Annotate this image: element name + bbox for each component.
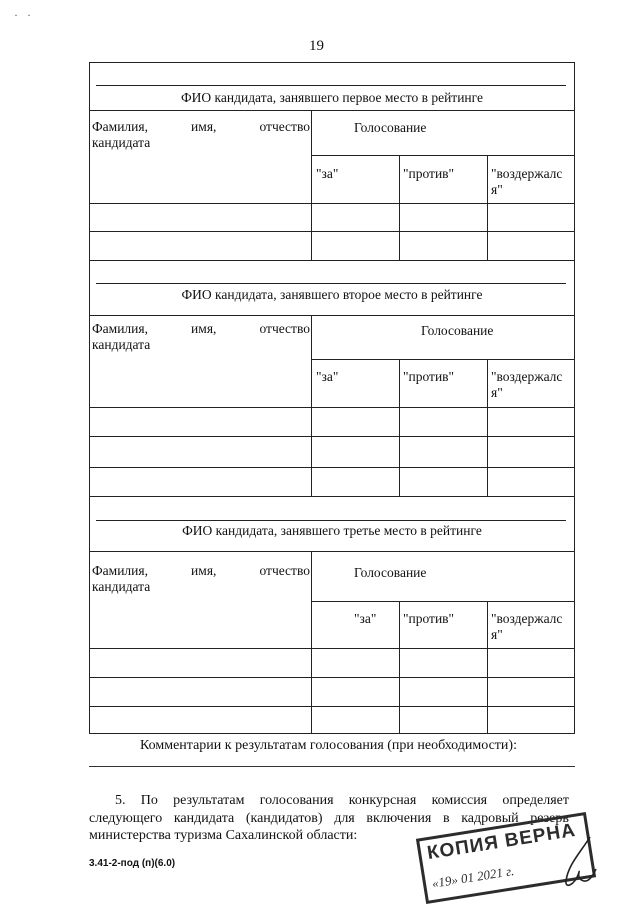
section-1-abstain: "воздержалс я" <box>491 166 563 197</box>
stamp-title: КОПИЯ ВЕРНА <box>425 819 578 865</box>
section-2-for: "за" <box>316 369 339 384</box>
section-3-heading: ФИО кандидата, занявшего третье место в рейтинге <box>182 523 482 538</box>
comment-label: Комментарии к результатам голосования (при необходимости): <box>140 738 517 753</box>
voting-table <box>89 62 575 734</box>
paragraph-5: 5. По результатам голосования конкурсная комиссия определяет следующего кандидата (кандидатов) для включения в кадровый резерв министерства туризма Сахалинской области: <box>89 793 569 843</box>
section-1-heading: ФИО кандидата, занявшего первое место в рейтинге <box>180 90 484 105</box>
section-2-fio-label: Фамилия, имя, отчество кандидата <box>92 321 310 352</box>
section-3-fio-label: Фамилия, имя, отчество кандидата <box>92 563 310 594</box>
section-1-fio-label: Фамилия, имя, отчество кандидата <box>92 119 310 150</box>
section-3-vote-heading: Голосование <box>354 565 427 580</box>
section-2-against: "против" <box>403 369 455 384</box>
section-1-vote-heading: Голосование <box>354 120 427 135</box>
section-1-against: "против" <box>403 166 455 181</box>
section-1-for: "за" <box>316 166 339 181</box>
document-code: 3.41-2-под (п)(6.0) <box>89 858 176 869</box>
section-3-against: "против" <box>403 611 455 626</box>
comment-line <box>89 766 575 767</box>
section-2-abstain: "воздержалс я" <box>491 369 563 400</box>
scan-dots: · · <box>14 8 31 22</box>
section-3-abstain: "воздержалс я" <box>491 611 563 642</box>
section-2-vote-heading: Голосование <box>421 323 494 338</box>
page-number: 19 <box>309 38 324 54</box>
section-3-for: "за" <box>354 611 377 626</box>
signature-icon <box>560 835 600 895</box>
stamp-date: «19» 01 2021 г. <box>430 863 516 891</box>
section-2-heading: ФИО кандидата, занявшего второе место в рейтинге <box>181 287 483 302</box>
